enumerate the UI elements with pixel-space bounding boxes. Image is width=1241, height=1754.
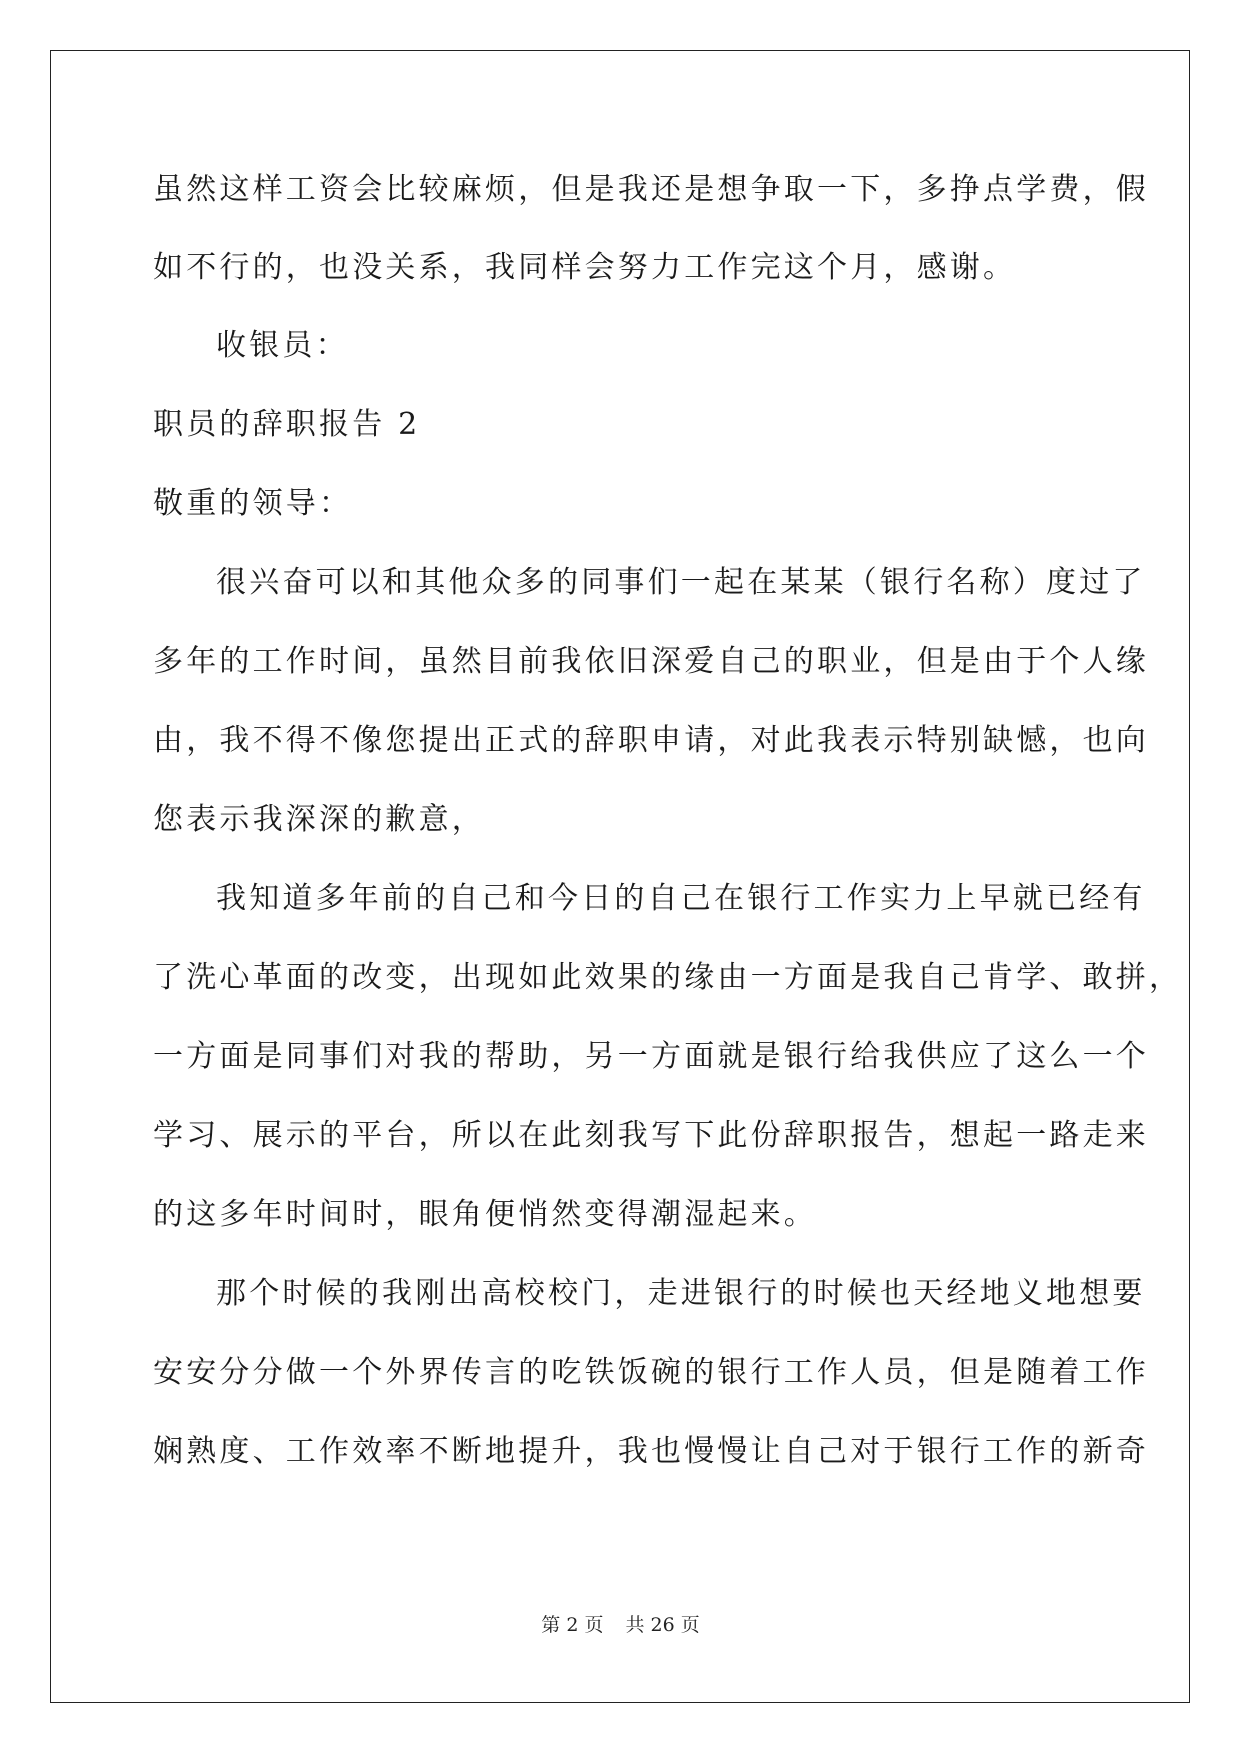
text-line: 的这多年时间时，眼角便悄然变得潮湿起来。 [153, 1197, 817, 1232]
salutation: 敬重的领导： [153, 486, 353, 521]
page-total: 共 26 页 [625, 1614, 700, 1636]
text-line: 我知道多年前的自己和今日的自己在银行工作实力上早就已经有 [216, 881, 1146, 916]
text-line: 您表示我深深的歉意， [153, 802, 485, 837]
text-line: 如不行的，也没关系，我同样会努力工作完这个月，感谢。 [153, 250, 1017, 285]
text-line: 由，我不得不像您提出正式的辞职申请，对此我表示特别缺憾，也向 [153, 723, 1149, 758]
text-line: 多年的工作时间，虽然目前我依旧深爱自己的职业，但是由于个人缘 [153, 644, 1149, 679]
text-line: 学习、展示的平台，所以在此刻我写下此份辞职报告，想起一路走来 [153, 1118, 1149, 1153]
text-line: 那个时候的我刚出高校校门，走进银行的时候也天经地义地想要 [216, 1276, 1146, 1311]
text-line: 安安分分做一个外界传言的吃铁饭碗的银行工作人员，但是随着工作 [153, 1355, 1149, 1390]
section-title: 职员的辞职报告 2 [153, 407, 421, 442]
text-line: 很兴奋可以和其他众多的同事们一起在某某（银行名称）度过了 [216, 565, 1146, 600]
page-number: 第 2 页 [541, 1614, 604, 1636]
text-line: 娴熟度、工作效率不断地提升，我也慢慢让自己对于银行工作的新奇 [153, 1434, 1149, 1469]
page-footer [0, 1613, 1241, 1637]
text-line: 虽然这样工资会比较麻烦，但是我还是想争取一下，多挣点学费，假 [153, 172, 1149, 207]
signature-line: 收银员： [216, 328, 349, 363]
text-line: 一方面是同事们对我的帮助，另一方面就是银行给我供应了这么一个 [153, 1039, 1149, 1074]
text-line: 了洗心革面的改变，出现如此效果的缘由一方面是我自己肯学、敢拼， [153, 960, 1183, 995]
